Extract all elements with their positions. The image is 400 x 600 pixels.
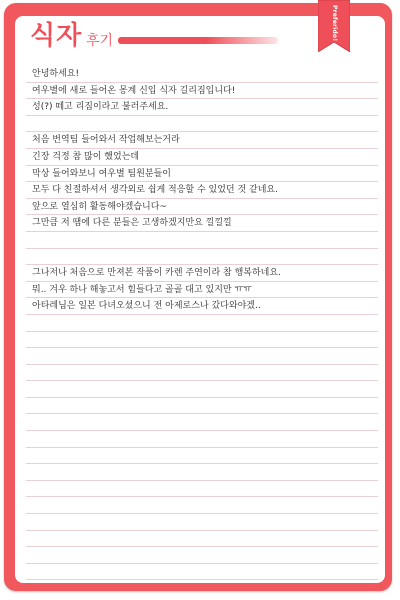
ribbon-label: Preferido! (331, 5, 338, 42)
note-line: 앞으로 열심히 활동해야겠습니다~ (26, 199, 378, 216)
note-line (26, 564, 378, 581)
note-line: 뭐.. 겨우 하나 해놓고서 힘들다고 골골 대고 있지만 ㅠㅠ (26, 282, 378, 299)
page-title: 식자 (30, 21, 83, 51)
note-line: 그만큼 저 땜에 다른 분들은 고생하겠지만요 낄낄낄 (26, 215, 378, 232)
note-line (26, 348, 378, 365)
page-subtitle: 후기 (86, 33, 114, 49)
note-line (26, 414, 378, 431)
note-line (26, 481, 378, 498)
note-line (26, 514, 378, 531)
note-line: 긴장 걱정 참 많이 했었는데 (26, 149, 378, 166)
note-lines (26, 66, 378, 580)
note-line: 성(?) 떼고 리짐이라고 불러주세요. (26, 99, 378, 116)
note-line: 그나저나 처음으로 만져본 작품이 카렌 주연이라 참 행복하네요. (26, 265, 378, 282)
note-line: 아타레님은 일본 다녀오셨으니 전 아제로스나 갔다와야겠.. (26, 298, 378, 315)
note-line: 모두 다 친절하셔서 생각외로 쉽게 적응할 수 있었던 것 같네요. (26, 182, 378, 199)
note-line (26, 398, 378, 415)
note-line: 안녕하세요! (26, 66, 378, 83)
note-line (26, 232, 378, 249)
note-line (26, 531, 378, 548)
note-line (26, 464, 378, 481)
note-line (26, 315, 378, 332)
note-line (26, 249, 378, 266)
note-line (26, 431, 378, 448)
title-underline-bar (118, 37, 278, 44)
note-line (26, 497, 378, 514)
note-line (26, 448, 378, 465)
note-line (26, 365, 378, 382)
note-line (26, 116, 378, 133)
note-line (26, 332, 378, 349)
note-line: 처음 번역팀 들어와서 작업해보는거라 (26, 132, 378, 149)
note-line (26, 381, 378, 398)
note-line (26, 547, 378, 564)
note-line: 여우별에 새로 들어온 몽계 신입 식자 길리짐입니다! (26, 83, 378, 100)
note-line: 막상 들어와보니 여우별 팀원분들이 (26, 166, 378, 183)
